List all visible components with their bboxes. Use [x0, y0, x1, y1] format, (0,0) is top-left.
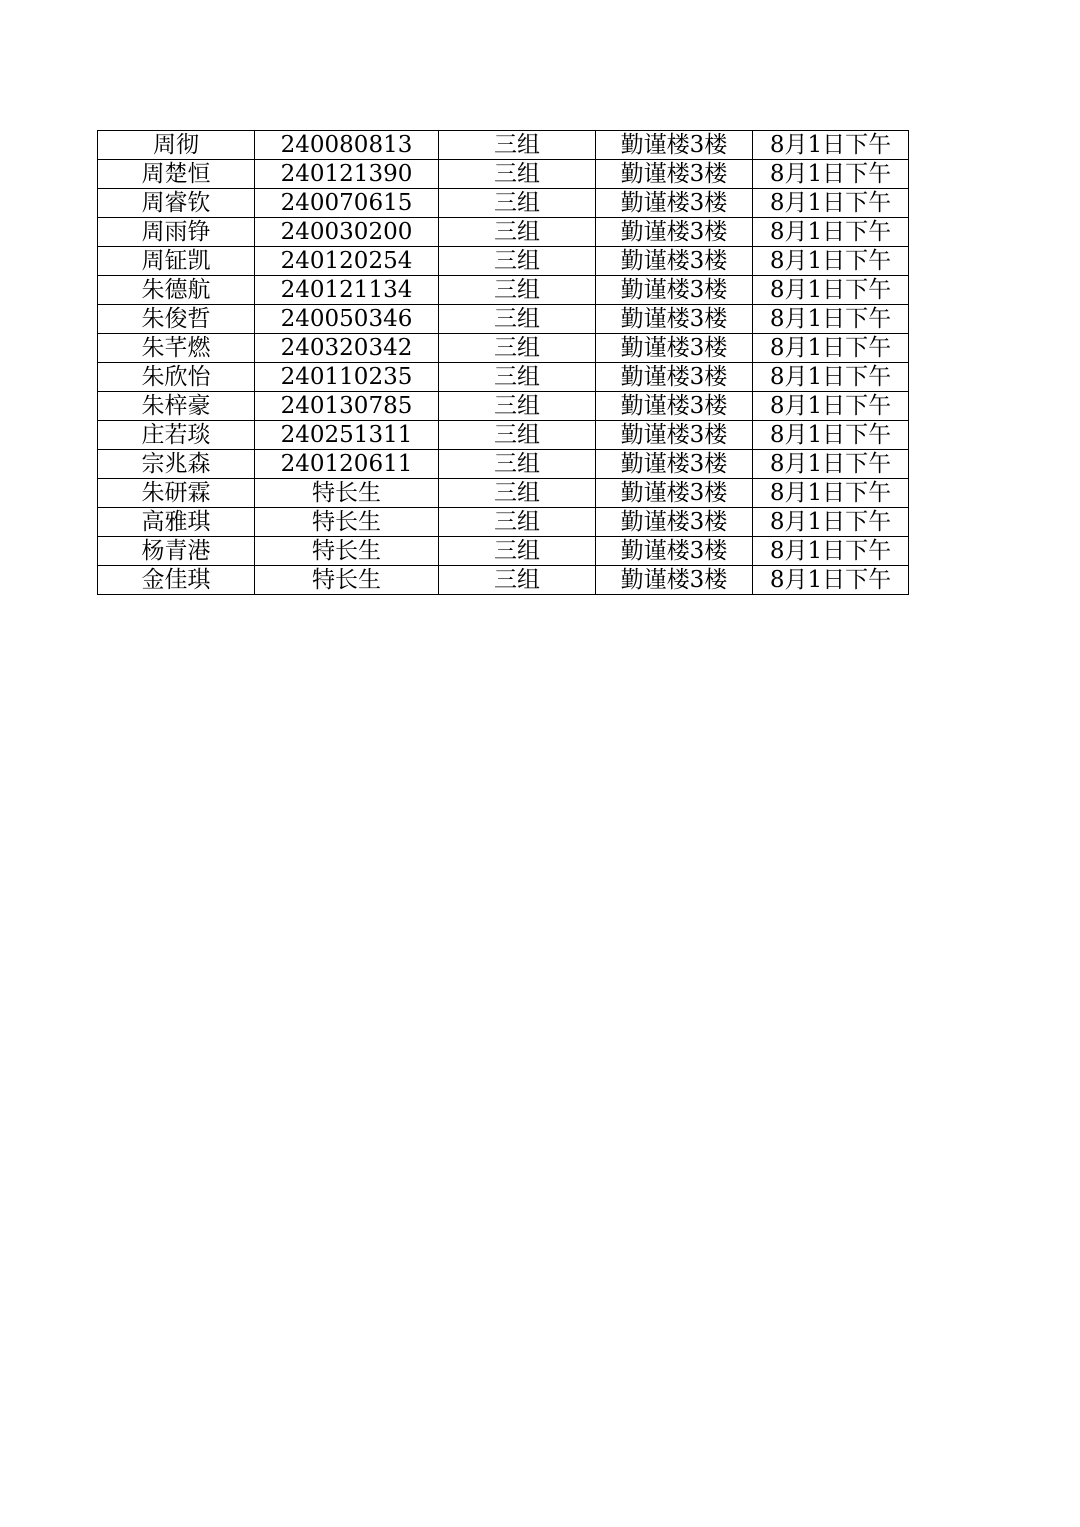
student-name-cell: 杨青港: [98, 537, 255, 566]
student-name-cell: 朱俊哲: [98, 305, 255, 334]
location-cell: 勤谨楼3楼: [596, 189, 753, 218]
student-name-cell: 周楚恒: [98, 160, 255, 189]
group-cell: 三组: [439, 247, 596, 276]
student-id-cell: 240320342: [255, 334, 439, 363]
time-cell: 8月1日下午: [753, 566, 909, 595]
location-cell: 勤谨楼3楼: [596, 218, 753, 247]
table-row: [98, 537, 909, 566]
time-cell: 8月1日下午: [753, 218, 909, 247]
group-cell: 三组: [439, 276, 596, 305]
group-cell: 三组: [439, 305, 596, 334]
table-row: [98, 189, 909, 218]
student-name-cell: 周雨铮: [98, 218, 255, 247]
table-row: [98, 334, 909, 363]
location-cell: 勤谨楼3楼: [596, 305, 753, 334]
group-cell: 三组: [439, 334, 596, 363]
student-name-cell: 庄若琰: [98, 421, 255, 450]
time-cell: 8月1日下午: [753, 189, 909, 218]
time-cell: 8月1日下午: [753, 247, 909, 276]
student-name-cell: 周钲凯: [98, 247, 255, 276]
location-cell: 勤谨楼3楼: [596, 450, 753, 479]
time-cell: 8月1日下午: [753, 479, 909, 508]
location-cell: 勤谨楼3楼: [596, 508, 753, 537]
location-cell: 勤谨楼3楼: [596, 276, 753, 305]
time-cell: 8月1日下午: [753, 305, 909, 334]
student-name-cell: 宗兆森: [98, 450, 255, 479]
table-row: [98, 247, 909, 276]
group-cell: 三组: [439, 479, 596, 508]
table-row: [98, 160, 909, 189]
student-name-cell: 金佳琪: [98, 566, 255, 595]
student-id-cell: 240050346: [255, 305, 439, 334]
table-row: [98, 508, 909, 537]
location-cell: 勤谨楼3楼: [596, 537, 753, 566]
student-id-cell: 240121134: [255, 276, 439, 305]
table-row: [98, 218, 909, 247]
time-cell: 8月1日下午: [753, 131, 909, 160]
location-cell: 勤谨楼3楼: [596, 392, 753, 421]
student-id-cell: 特长生: [255, 479, 439, 508]
table-row: [98, 363, 909, 392]
group-cell: 三组: [439, 363, 596, 392]
table-row: [98, 276, 909, 305]
location-cell: 勤谨楼3楼: [596, 131, 753, 160]
table-row: [98, 305, 909, 334]
student-id-cell: 240121390: [255, 160, 439, 189]
student-name-cell: 朱芊燃: [98, 334, 255, 363]
roster-body: [98, 131, 909, 595]
location-cell: 勤谨楼3楼: [596, 334, 753, 363]
group-cell: 三组: [439, 508, 596, 537]
student-id-cell: 240120611: [255, 450, 439, 479]
group-cell: 三组: [439, 189, 596, 218]
location-cell: 勤谨楼3楼: [596, 479, 753, 508]
group-cell: 三组: [439, 160, 596, 189]
student-name-cell: 周彻: [98, 131, 255, 160]
location-cell: 勤谨楼3楼: [596, 247, 753, 276]
student-id-cell: 240110235: [255, 363, 439, 392]
student-name-cell: 朱欣怡: [98, 363, 255, 392]
location-cell: 勤谨楼3楼: [596, 160, 753, 189]
student-id-cell: 240251311: [255, 421, 439, 450]
time-cell: 8月1日下午: [753, 363, 909, 392]
table-row: [98, 131, 909, 160]
student-id-cell: 240080813: [255, 131, 439, 160]
group-cell: 三组: [439, 218, 596, 247]
student-id-cell: 特长生: [255, 508, 439, 537]
time-cell: 8月1日下午: [753, 392, 909, 421]
student-id-cell: 特长生: [255, 566, 439, 595]
table-row: [98, 421, 909, 450]
time-cell: 8月1日下午: [753, 450, 909, 479]
student-id-cell: 240030200: [255, 218, 439, 247]
group-cell: 三组: [439, 537, 596, 566]
time-cell: 8月1日下午: [753, 537, 909, 566]
student-id-cell: 240070615: [255, 189, 439, 218]
student-id-cell: 240130785: [255, 392, 439, 421]
student-name-cell: 朱德航: [98, 276, 255, 305]
group-cell: 三组: [439, 421, 596, 450]
location-cell: 勤谨楼3楼: [596, 421, 753, 450]
time-cell: 8月1日下午: [753, 334, 909, 363]
student-roster-table: [97, 130, 909, 595]
table-row: [98, 566, 909, 595]
student-name-cell: 高雅琪: [98, 508, 255, 537]
location-cell: 勤谨楼3楼: [596, 363, 753, 392]
time-cell: 8月1日下午: [753, 421, 909, 450]
student-id-cell: 240120254: [255, 247, 439, 276]
student-id-cell: 特长生: [255, 537, 439, 566]
group-cell: 三组: [439, 450, 596, 479]
location-cell: 勤谨楼3楼: [596, 566, 753, 595]
time-cell: 8月1日下午: [753, 508, 909, 537]
group-cell: 三组: [439, 566, 596, 595]
student-name-cell: 朱研霖: [98, 479, 255, 508]
group-cell: 三组: [439, 131, 596, 160]
student-name-cell: 朱梓豪: [98, 392, 255, 421]
table-row: [98, 479, 909, 508]
time-cell: 8月1日下午: [753, 160, 909, 189]
student-name-cell: 周睿钦: [98, 189, 255, 218]
group-cell: 三组: [439, 392, 596, 421]
table-row: [98, 392, 909, 421]
time-cell: 8月1日下午: [753, 276, 909, 305]
table-row: [98, 450, 909, 479]
